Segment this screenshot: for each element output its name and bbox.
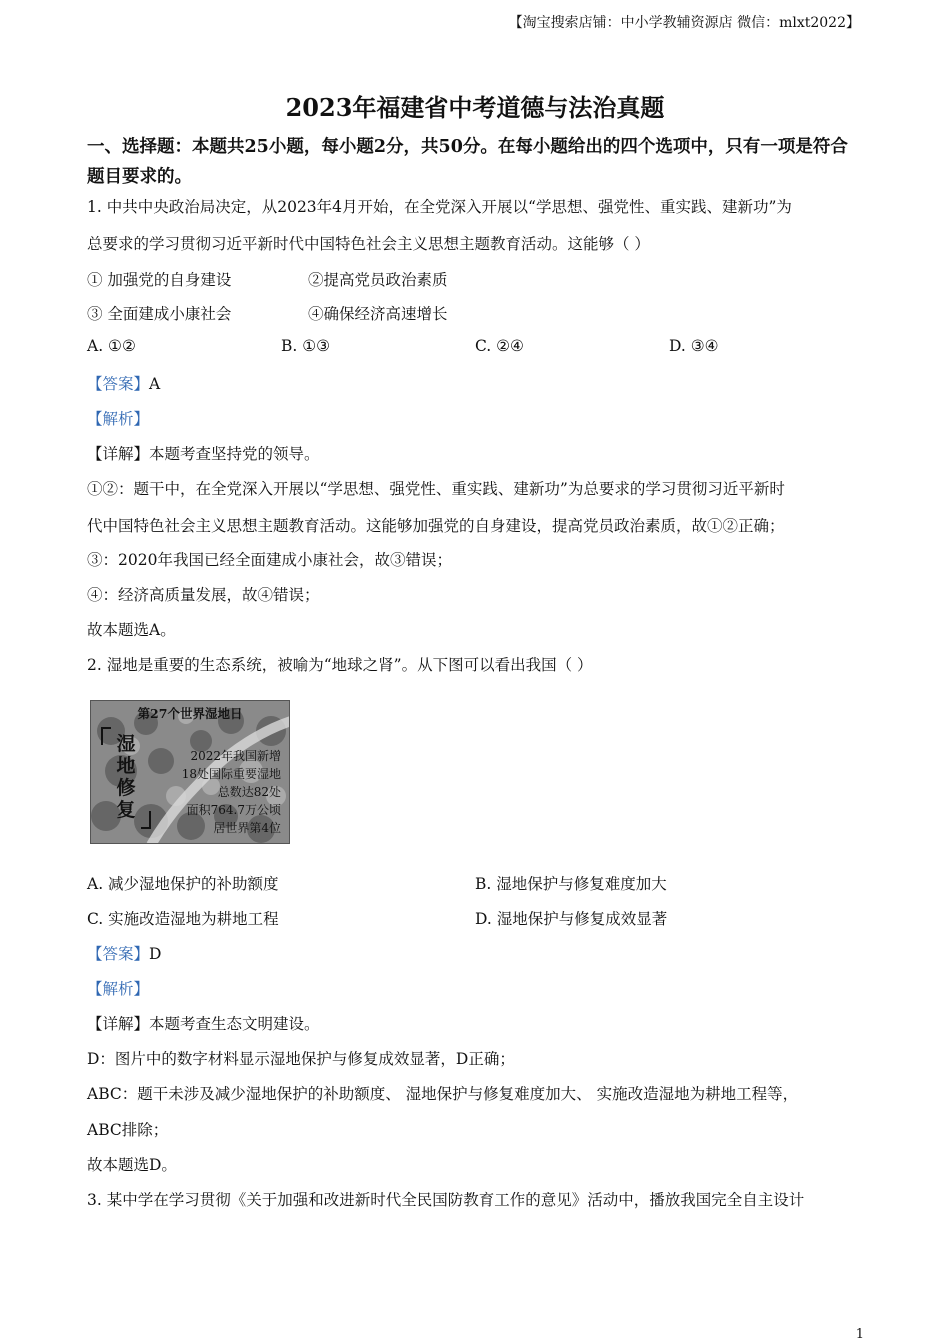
vertical-char: 湿 xyxy=(116,733,136,755)
figure-title: 第27个世界湿地日 xyxy=(137,706,243,721)
answer-value: D xyxy=(149,945,162,963)
q1-analysis-tag: 【解析】 xyxy=(87,410,150,428)
q1-item-4: ④确保经济高速增长 xyxy=(308,305,448,323)
q2-detail-1: 【详解】本题考查生态文明建设。 xyxy=(87,1015,320,1033)
stat-line: 面积764.7万公顷 xyxy=(186,803,281,817)
q2-option-c: C. 实施改造湿地为耕地工程 xyxy=(87,910,279,928)
wetland-poster-image xyxy=(90,700,290,844)
q1-answer xyxy=(87,372,160,394)
q1-option-b: B. ①③ xyxy=(281,337,331,355)
q1-detail-5: ④：经济高质量发展，故④错误； xyxy=(87,586,320,604)
stat-line: 总数达82处 xyxy=(217,785,281,799)
page-number: 1 xyxy=(855,1327,864,1342)
page-title: 2023年福建省中考道德与法治真题 xyxy=(285,93,665,122)
q3-stem: 3. 某中学在学习贯彻《关于加强和改进新时代全民国防教育工作的意见》活动中，播放我国完全自主设计 xyxy=(87,1191,805,1209)
stat-line: 居世界第4位 xyxy=(213,821,281,835)
answer-tag: 【答案】 xyxy=(87,375,150,393)
q2-option-a: A. 减少湿地保护的补助额度 xyxy=(87,875,279,893)
q1-option-a: A. ①② xyxy=(87,337,136,355)
figure-stats xyxy=(182,747,281,837)
q2-option-b: B. 湿地保护与修复难度加大 xyxy=(475,875,667,893)
figure-vertical-text xyxy=(109,733,143,821)
q2-detail-3: ABC：题干未涉及减少湿地保护的补助额度、 湿地保护与修复难度加大、 实施改造湿地为耕地工程等， xyxy=(87,1085,799,1103)
q2-detail-5: 故本题选D。 xyxy=(87,1156,177,1174)
q2-detail-2: D：图片中的数字材料显示湿地保护与修复成效显著，D正确； xyxy=(87,1050,515,1068)
q1-stem-line2: 总要求的学习贯彻习近平新时代中国特色社会主义思想主题教育活动。这能够（ ） xyxy=(87,235,650,253)
q1-detail-2: ①②：题干中，在全党深入开展以“学思想、强党性、重实践、建新功”为总要求的学习贯彻习近平新时 xyxy=(87,480,785,498)
stat-line: 18处国际重要湿地 xyxy=(181,767,281,781)
q1-item-1: ① 加强党的自身建设 xyxy=(87,271,232,289)
q1-option-d: D. ③④ xyxy=(669,337,719,355)
q1-detail-3: 代中国特色社会主义思想主题教育活动。这能够加强党的自身建设，提高党员政治素质，故①②正确； xyxy=(87,517,785,535)
answer-tag: 【答案】 xyxy=(87,945,150,963)
q2-option-d: D. 湿地保护与修复成效显著 xyxy=(475,910,668,928)
stat-line: 2022年我国新增 xyxy=(190,749,281,763)
answer-value: A xyxy=(149,375,161,393)
q1-option-c: C. ②④ xyxy=(475,337,524,355)
page-header: 【淘宝搜索店铺：中小学教辅资源店 微信：mlxt2022】 xyxy=(508,15,860,31)
q1-detail-4: ③：2020年我国已经全面建成小康社会，故③错误； xyxy=(87,551,452,569)
q2-analysis-tag: 【解析】 xyxy=(87,980,150,998)
q2-detail-4: ABC排除； xyxy=(87,1121,169,1139)
q2-stem: 2. 湿地是重要的生态系统，被喻为“地球之肾”。从下图可以看出我国（ ） xyxy=(87,656,593,674)
vertical-char: 地 xyxy=(116,755,136,777)
vertical-char: 复 xyxy=(116,799,136,821)
q1-detail-6: 故本题选A。 xyxy=(87,621,176,639)
q2-answer xyxy=(87,942,161,964)
vertical-char: 修 xyxy=(116,777,136,799)
section-heading: 一、选择题：本题共25小题，每小题2分，共50分。在每小题给出的四个选项中，只有一项是符合题目要求的。 xyxy=(87,137,848,187)
bracket-right-icon xyxy=(141,811,151,829)
q1-stem-line1: 1. 中共中央政治局决定，从2023年4月开始，在全党深入开展以“学思想、强党性、重实践、建新功”为 xyxy=(87,198,792,216)
q1-detail-1: 【详解】本题考查坚持党的领导。 xyxy=(87,445,320,463)
q1-item-3: ③ 全面建成小康社会 xyxy=(87,305,232,323)
q1-item-2: ②提高党员政治素质 xyxy=(308,271,448,289)
